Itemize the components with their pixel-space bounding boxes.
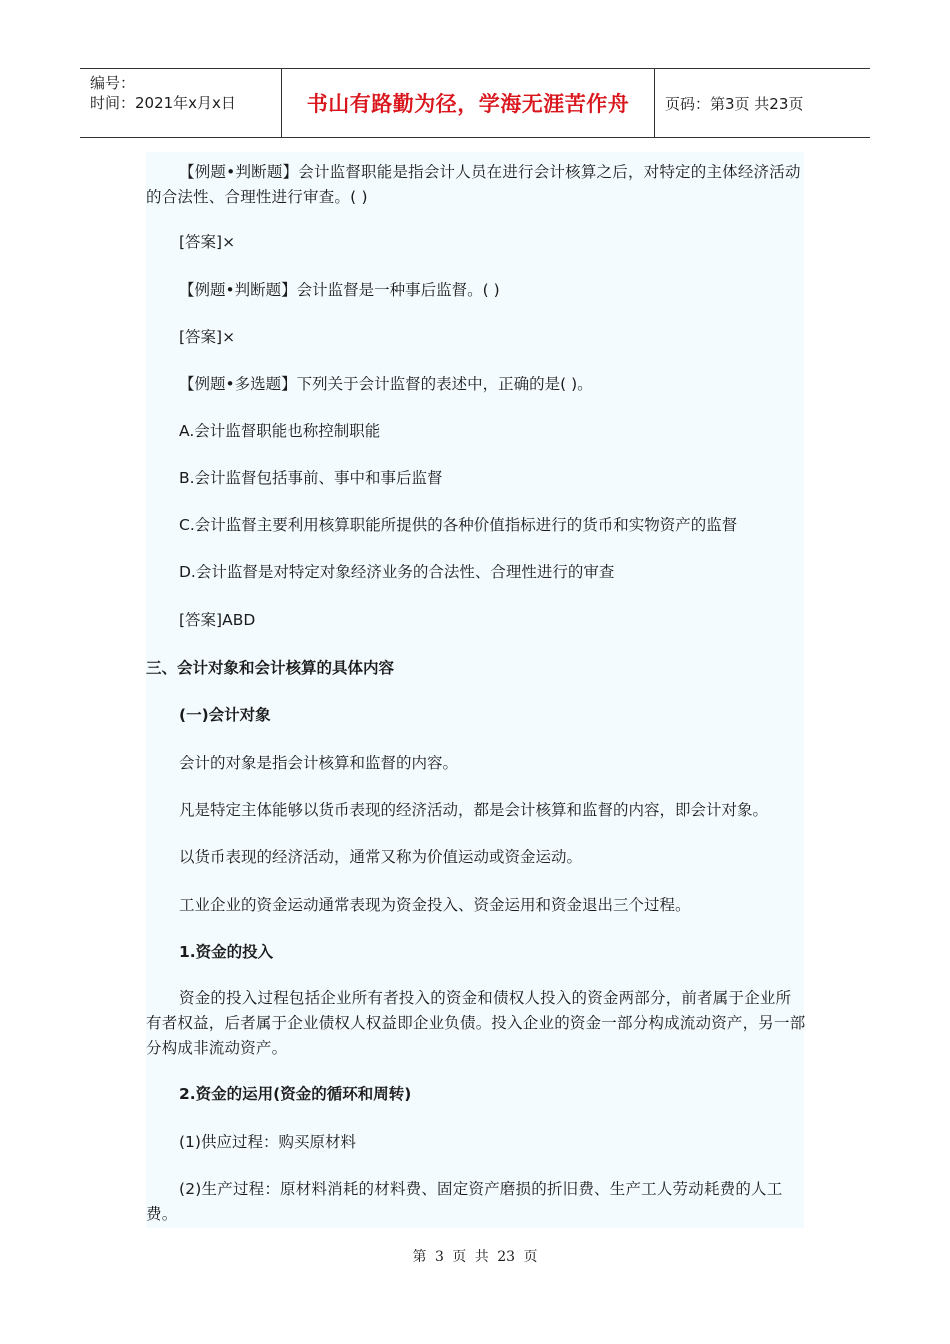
document-body	[146, 152, 804, 1228]
page-header	[80, 68, 870, 138]
header-page-number: 页码：第3页 共23页	[665, 94, 804, 113]
question-1-answer: [答案]×	[179, 233, 236, 251]
item-2-heading: 2.资金的运用(资金的循环和周转)	[179, 1085, 412, 1103]
paragraph-4: 工业企业的资金运动通常表现为资金投入、资金运用和资金退出三个过程。	[179, 896, 691, 914]
question-1-text: 【例题•判断题】会计监督职能是指会计人员在进行会计核算之后，对特定的主体经济活动的合法性、合理性进行审查。( )	[146, 163, 801, 206]
question-2-text: 【例题•判断题】会计监督是一种事后监督。( )	[179, 281, 500, 299]
question-2-answer: [答案]×	[179, 328, 236, 346]
document-number-label: 编号：	[90, 74, 136, 92]
header-meta-cell	[80, 69, 282, 137]
paragraph-3: 以货币表现的经济活动，通常又称为价值运动或资金运动。	[179, 848, 583, 866]
item-2-sub-1: (1)供应过程：购买原材料	[179, 1133, 356, 1151]
question-3-answer: [答案]ABD	[179, 611, 256, 629]
question-3-option-b: B.会计监督包括事前、事中和事后监督	[179, 469, 443, 487]
page-footer: 第 3 页 共 23 页	[412, 1249, 538, 1265]
paragraph-2: 凡是特定主体能够以货币表现的经济活动，都是会计核算和监督的内容，即会计对象。	[179, 801, 769, 819]
question-3-option-d: D.会计监督是对特定对象经济业务的合法性、合理性进行的审查	[179, 563, 615, 581]
item-1-heading: 1.资金的投入	[179, 943, 274, 961]
question-3-option-c: C.会计监督主要利用核算职能所提供的各种价值指标进行的货币和实物资产的监督	[179, 516, 738, 534]
question-3-text: 【例题•多选题】下列关于会计监督的表述中，正确的是( )。	[179, 375, 593, 393]
section-3-heading: 三、会计对象和会计核算的具体内容	[146, 659, 395, 677]
item-2-sub-2: (2)生产过程：原材料消耗的材料费、固定资产磨损的折旧费、生产工人劳动耗费的人工费。	[146, 1180, 783, 1223]
header-motto: 书山有路勤为径，学海无涯苦作舟	[282, 69, 655, 137]
document-date-label: 时间：2021年x月x日	[90, 94, 236, 112]
paragraph-1: 会计的对象是指会计核算和监督的内容。	[179, 754, 459, 772]
item-1-paragraph: 资金的投入过程包括企业所有者投入的资金和债权人投入的资金两部分，前者属于企业所有者权益，后者属于企业债权人权益即企业负债。投入企业的资金一部分构成流动资产，另一部分构成非流动资产。	[146, 989, 806, 1057]
subsection-1-heading: (一)会计对象	[179, 706, 271, 724]
question-3-option-a: A.会计监督职能也称控制职能	[179, 422, 381, 440]
